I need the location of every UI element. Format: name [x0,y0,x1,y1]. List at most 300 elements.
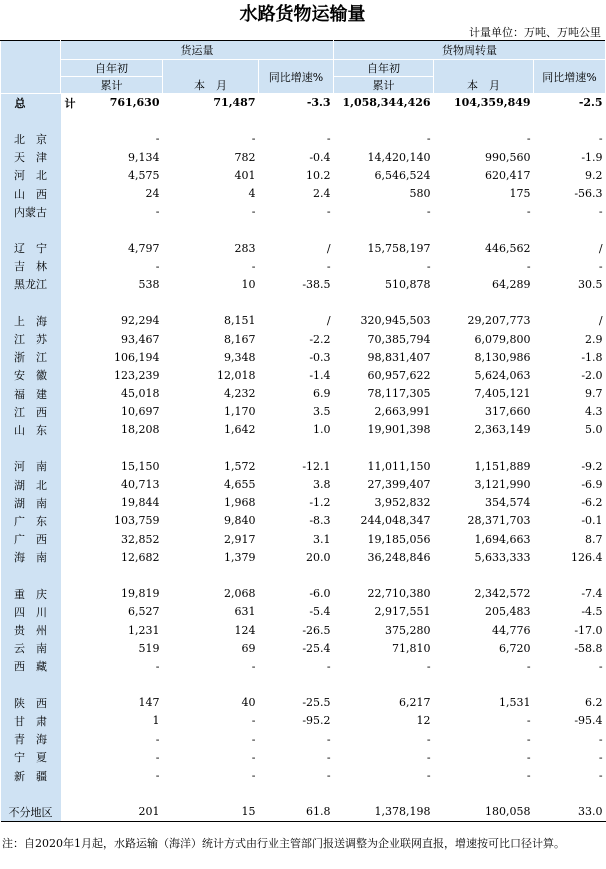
region-cell [1,566,61,584]
table-row [1,803,606,821]
value-cell-v4: 60,957,622 [367,368,431,382]
value-cell-v5: 990,560 [485,150,531,164]
freight-volume-header: 货运量 [61,41,334,60]
value-cell-v5: - [526,714,531,728]
value-cell-v6: - [598,769,603,783]
unit-label: 计量单位：万吨、万吨公里 [469,26,601,39]
value-cell-v1: 1 [152,714,160,728]
value-cell-v6: - [598,205,603,219]
value-cell-v4: 6,217 [399,696,431,710]
value-cell-v2: 9,840 [224,514,256,528]
value-cell-v3: -0.3 [309,350,331,364]
blank-cell [334,112,434,130]
value-cell-v6: 2.9 [585,332,603,346]
blank-cell [163,221,259,239]
value-cell-v1: 106,194 [114,350,160,364]
value-cell-v4: 98,831,407 [367,350,431,364]
value-cell-v6: -6.2 [581,496,603,510]
value-cell-v1: 10,697 [121,405,160,419]
value-cell-v4: 14,420,140 [367,150,431,164]
region-cell: 安 徽 [1,366,61,384]
value-cell-v1: 6,527 [128,605,160,619]
value-cell-v2: - [251,132,256,146]
value-cell-v5: 6,720 [499,641,531,655]
value-cell-v4: 375,280 [385,623,431,637]
value-cell-v2: - [251,732,256,746]
value-cell-v3: 6.9 [313,387,331,401]
value-cell-v4: - [426,205,431,219]
value-cell-v2: 12,018 [217,368,256,382]
region-cell: 山 东 [1,421,61,439]
turnover-header: 货物周转量 [334,41,606,60]
table-row [1,748,606,766]
value-cell-v6: 4.3 [585,405,603,419]
value-cell-v1: 15,150 [121,459,160,473]
value-cell-v4: - [426,259,431,273]
value-cell-v4: 15,758,197 [367,241,431,255]
table-row [1,275,606,293]
value-cell-v6: -0.1 [581,514,603,528]
region-cell: 云 南 [1,639,61,657]
value-cell-v1: 4,575 [128,168,160,182]
value-cell-v5: 205,483 [485,605,531,619]
value-cell-v1: 40,713 [121,478,160,492]
ytd-header-2: 自年初 [334,60,434,77]
region-cell [1,785,61,803]
value-cell-v2: 1,170 [224,405,256,419]
value-cell-v2: - [251,769,256,783]
value-cell-v3: -1.4 [309,368,331,382]
blank-cell [434,112,534,130]
blank-cell [259,785,334,803]
value-cell-v1: - [155,750,160,764]
value-cell-v2: 401 [234,168,256,182]
value-cell-v5: - [526,205,531,219]
value-cell-v2: 124 [234,623,256,637]
region-header [1,41,61,94]
value-cell-v2: 15 [163,803,259,821]
value-cell-v1: 4,797 [128,241,160,255]
table-row [1,603,606,621]
table-row [1,639,606,657]
region-cell: 北 京 [1,130,61,148]
value-cell-v6: 6.2 [585,696,603,710]
value-cell-v1: 12,682 [121,550,160,564]
value-cell-v4: 78,117,305 [367,387,431,401]
table-row [1,366,606,384]
region-cell: 四 川 [1,603,61,621]
value-cell-v1: 538 [138,277,160,291]
value-cell-v4: 1,378,198 [334,803,434,821]
value-cell-v6: 8.7 [585,532,603,546]
value-cell-v1: 19,819 [121,587,160,601]
value-cell-v3: - [326,769,331,783]
value-cell-v4: 27,399,407 [367,478,431,492]
freight-table [0,40,606,822]
table-row [1,512,606,530]
region-cell: 西 藏 [1,657,61,675]
table-row [1,494,606,512]
value-cell-v6: -9.2 [581,459,603,473]
blank-cell [534,439,606,457]
value-cell-v6: -95.4 [574,714,603,728]
value-cell-v3: -12.1 [302,459,331,473]
region-cell: 辽 宁 [1,239,61,257]
table-row [1,94,606,112]
value-cell-v3: / [326,314,331,328]
value-cell-v1: - [155,769,160,783]
yoy-header-2: 同比增速% [534,60,606,94]
footnote: 注：自2020年1月起，水路运输（海洋）统计方式由行业主管部门报送调整为企业联网直报，增速按可比口径计算。 [2,837,565,850]
value-cell-v6: - [598,259,603,273]
table-body [1,94,606,822]
value-cell-v2: 2,068 [224,587,256,601]
value-cell-v5: 1,694,663 [474,532,531,546]
value-cell-v5: - [526,259,531,273]
table-row [1,330,606,348]
value-cell-v6: 126.4 [571,550,603,564]
value-cell-v6: -58.8 [574,641,603,655]
blank-cell [259,676,334,694]
value-cell-v2: 4 [248,187,256,201]
value-cell-v2: 1,572 [224,459,256,473]
value-cell-v5: 28,371,703 [467,514,531,528]
value-cell-v5: 317,660 [485,405,531,419]
blank-cell [61,785,163,803]
table-row [1,421,606,439]
blank-cell [259,566,334,584]
value-cell-v2: 71,487 [213,96,256,110]
value-cell-v1: - [155,659,160,673]
blank-cell [163,112,259,130]
value-cell-v1: 32,852 [121,532,160,546]
value-cell-v3: -95.2 [302,714,331,728]
value-cell-v5: 6,079,800 [474,332,531,346]
region-cell: 不分地区 [1,803,61,821]
value-cell-v4: 11,011,150 [367,459,431,473]
value-cell-v5: 446,562 [485,241,531,255]
value-cell-v1: 201 [61,803,163,821]
blank-cell [259,294,334,312]
value-cell-v4: 244,048,347 [360,514,431,528]
value-cell-v4: - [426,132,431,146]
blank-cell [534,785,606,803]
table-row [1,548,606,566]
region-cell [1,221,61,239]
value-cell-v1: 519 [138,641,160,655]
blank-cell [434,221,534,239]
blank-cell [334,439,434,457]
value-cell-v4: 1,058,344,426 [342,96,431,110]
value-cell-v3: -2.2 [309,332,331,346]
value-cell-v5: 5,624,063 [474,368,531,382]
value-cell-v3: 61.8 [259,803,334,821]
spacer-row [1,112,606,130]
value-cell-v2: 69 [241,641,256,655]
value-cell-v4: 36,248,846 [367,550,431,564]
value-cell-v5: 1,151,889 [474,459,531,473]
value-cell-v5: - [526,659,531,673]
table-row [1,348,606,366]
value-cell-v3: - [326,205,331,219]
value-cell-v3: 2.4 [313,187,331,201]
month-header-2: 本 月 [434,60,534,94]
value-cell-v5: - [526,732,531,746]
value-cell-v2: 10 [241,277,256,291]
value-cell-v4: 320,945,503 [360,314,431,328]
value-cell-v2: 4,232 [224,387,256,401]
value-cell-v1: 18,208 [121,423,160,437]
blank-cell [434,566,534,584]
region-cell [1,439,61,457]
value-cell-v6: -1.8 [581,350,603,364]
value-cell-v5: - [526,750,531,764]
value-cell-v3: - [326,732,331,746]
value-cell-v5: 180,058 [434,803,534,821]
blank-cell [534,112,606,130]
region-cell: 湖 北 [1,475,61,493]
blank-cell [334,221,434,239]
region-cell: 福 建 [1,385,61,403]
value-cell-v3: - [326,659,331,673]
table-row [1,403,606,421]
blank-cell [163,785,259,803]
region-cell [1,112,61,130]
value-cell-v5: 7,405,121 [474,387,531,401]
value-cell-v3: 3.8 [313,478,331,492]
value-cell-v3: - [326,259,331,273]
region-cell [1,294,61,312]
blank-cell [259,221,334,239]
value-cell-v6: - [598,732,603,746]
value-cell-v2: 1,379 [224,550,256,564]
value-cell-v6: -4.5 [581,605,603,619]
value-cell-v2: 631 [234,605,256,619]
table-row [1,694,606,712]
blank-cell [534,294,606,312]
value-cell-v1: 9,134 [128,150,160,164]
value-cell-v4: 580 [409,187,431,201]
value-cell-v3: -6.0 [309,587,331,601]
value-cell-v3: -25.4 [302,641,331,655]
value-cell-v4: - [426,659,431,673]
month-header-1: 本 月 [163,60,259,94]
value-cell-v4: 3,952,832 [374,496,431,510]
value-cell-v2: - [251,750,256,764]
value-cell-v4: 6,546,524 [374,168,431,182]
value-cell-v4: 71,810 [392,641,431,655]
value-cell-v1: - [155,132,160,146]
blank-cell [534,221,606,239]
blank-cell [61,566,163,584]
value-cell-v4: 510,878 [385,277,431,291]
table-row [1,457,606,475]
region-cell: 湖 南 [1,494,61,512]
table-row [1,130,606,148]
table-row [1,239,606,257]
value-cell-v6: 5.0 [585,423,603,437]
value-cell-v3: 3.1 [313,532,331,546]
blank-cell [61,676,163,694]
value-cell-v2: 1,642 [224,423,256,437]
value-cell-v5: 8,130,986 [474,350,531,364]
value-cell-v4: 22,710,380 [367,587,431,601]
ytd-cum-header-2: 累计 [334,77,434,94]
value-cell-v1: 123,239 [114,368,160,382]
value-cell-v2: - [251,659,256,673]
table-row [1,712,606,730]
region-cell [1,676,61,694]
value-cell-v1: 19,844 [121,496,160,510]
value-cell-v1: 45,018 [121,387,160,401]
value-cell-v6: 9.7 [585,387,603,401]
value-cell-v5: 3,121,990 [474,478,531,492]
value-cell-v2: 40 [241,696,256,710]
value-cell-v3: 3.5 [313,405,331,419]
region-cell: 山 西 [1,184,61,202]
region-cell: 吉 林 [1,257,61,275]
value-cell-v4: 2,663,991 [374,405,431,419]
ytd-header-1: 自年初 [61,60,163,77]
value-cell-v6: -7.4 [581,587,603,601]
value-cell-v3: -1.2 [309,496,331,510]
value-cell-v1: - [155,205,160,219]
value-cell-v2: - [251,205,256,219]
blank-cell [61,221,163,239]
region-cell: 广 西 [1,530,61,548]
value-cell-v4: 2,917,551 [374,605,431,619]
region-cell: 内蒙古 [1,203,61,221]
value-cell-v3: -38.5 [302,277,331,291]
value-cell-v6: - [598,132,603,146]
blank-cell [163,439,259,457]
region-cell: 甘 肃 [1,712,61,730]
value-cell-v2: 4,655 [224,478,256,492]
value-cell-v5: 2,342,572 [474,587,531,601]
value-cell-v3: -0.4 [309,150,331,164]
value-cell-v1: 147 [138,696,160,710]
value-cell-v3: 10.2 [306,168,331,182]
ytd-cum-header-1: 累计 [61,77,163,94]
value-cell-v3: / [326,241,331,255]
blank-cell [334,294,434,312]
table-row [1,621,606,639]
value-cell-v2: - [251,259,256,273]
region-cell: 天 津 [1,148,61,166]
value-cell-v5: 44,776 [492,623,531,637]
region-cell: 上 海 [1,312,61,330]
table-row [1,585,606,603]
value-cell-v1: 103,759 [114,514,160,528]
region-cell: 青 海 [1,730,61,748]
value-cell-v4: - [426,750,431,764]
table-row [1,257,606,275]
value-cell-v2: 8,151 [224,314,256,328]
value-cell-v5: 5,633,333 [474,550,531,564]
value-cell-v3: -5.4 [309,605,331,619]
table-row [1,203,606,221]
value-cell-v6: / [598,314,603,328]
value-cell-v3: -25.5 [302,696,331,710]
value-cell-v5: 64,289 [492,277,531,291]
value-cell-v3: 20.0 [306,550,331,564]
value-cell-v6: -2.0 [581,368,603,382]
region-cell: 重 庆 [1,585,61,603]
value-cell-v2: 8,167 [224,332,256,346]
value-cell-v5: 29,207,773 [467,314,531,328]
value-cell-v3: -3.3 [306,96,331,110]
value-cell-v6: -6.9 [581,478,603,492]
value-cell-v3: 1.0 [313,423,331,437]
region-cell: 黑龙江 [1,275,61,293]
table-row [1,530,606,548]
blank-cell [61,439,163,457]
value-cell-v5: - [526,769,531,783]
blank-cell [334,566,434,584]
spacer-row [1,785,606,803]
spacer-row [1,676,606,694]
table-row [1,184,606,202]
blank-cell [434,785,534,803]
value-cell-v1: 93,467 [121,332,160,346]
yoy-header-1: 同比增速% [259,60,334,94]
value-cell-v5: 104,359,849 [453,96,531,110]
table-row [1,148,606,166]
region-cell: 贵 州 [1,621,61,639]
blank-cell [163,566,259,584]
spacer-row [1,221,606,239]
blank-cell [259,112,334,130]
value-cell-v1: 761,630 [109,96,160,110]
blank-cell [534,566,606,584]
table-row [1,166,606,184]
value-cell-v6: - [598,750,603,764]
blank-cell [163,294,259,312]
value-cell-v4: 12 [416,714,431,728]
value-cell-v4: - [426,769,431,783]
blank-cell [434,294,534,312]
table-row [1,475,606,493]
value-cell-v2: 9,348 [224,350,256,364]
blank-cell [334,676,434,694]
value-cell-v5: 620,417 [485,168,531,182]
blank-cell [434,439,534,457]
region-cell: 广 东 [1,512,61,530]
value-cell-v1: 24 [145,187,160,201]
value-cell-v6: 30.5 [578,277,603,291]
value-cell-v3: - [326,132,331,146]
value-cell-v6: 9.2 [585,168,603,182]
region-cell: 江 苏 [1,330,61,348]
blank-cell [61,112,163,130]
page-title: 水路货物运输量 [239,4,366,25]
value-cell-v6: -2.5 [578,96,603,110]
region-cell: 新 疆 [1,766,61,784]
spacer-row [1,566,606,584]
value-cell-v2: 283 [234,241,256,255]
region-cell: 河 南 [1,457,61,475]
value-cell-v4: - [426,732,431,746]
spacer-row [1,294,606,312]
value-cell-v1: - [155,732,160,746]
region-cell: 总 计 [1,94,61,112]
value-cell-v5: 1,531 [499,696,531,710]
region-cell: 宁 夏 [1,748,61,766]
value-cell-v6: -17.0 [574,623,603,637]
region-cell: 江 西 [1,403,61,421]
value-cell-v5: - [526,132,531,146]
spacer-row [1,439,606,457]
